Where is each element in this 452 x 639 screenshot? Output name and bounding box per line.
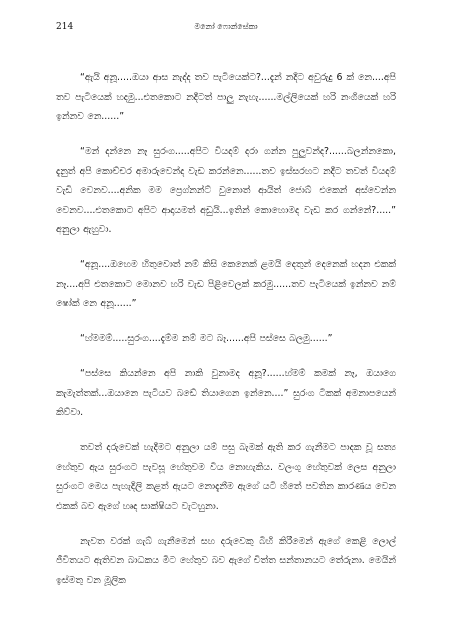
paragraph: “පස්සෙ කියන්නෙ අපි නාකි වුනාමද අනූ?......හ්මම් කමක් නෑ, ඔයාගෙ කැමැත්තක්...ඔයානෙ පැටියව බඩේ තියාගෙන ඉන්නෙ....” සුරංග ටිකක් අමනාපයෙන් කිව්වා.: [56, 368, 396, 418]
paragraph: “හ්මමම්.....සුරංග....දැම්ම නම් මට බෑ......අපි පස්සෙ බලමු......”: [80, 333, 333, 344]
page-number: 214: [56, 22, 74, 32]
running-title: මනෝ ෆොන්සේකා: [194, 22, 258, 31]
paragraph: නැවත වරක් ගැබ් ගැනීමෙන් සහ දරුවෙකු බිහි කිරීමෙන් ඇගේ කෙළි ලොල් ජීවිතයට ඇතිවන බාධකය මීට හේතුව බව ඇගේ චිත්ත සන්තානයට තේරුනා. මෙයින් ඉස්මතු වන මූලික: [56, 535, 396, 586]
paragraph: “මන් දන්නෙ නෑ සුරංග.....අපිට වියදම් දරා ගන්න පුලුවන්ද?......බලන්නකො, දැනුත් අපි කොච්චර අමාරුවෙන්ද වැඩ කරන්නෙ......තව ඉස්සරහට නදීට තවත් වියදම් වැඩි වෙනව....අනික මම ප්‍රෙග්නන්ට් වුනොත් ආයිත් ජොබ් එකෙන් අස්වෙන්න වෙනව....එතකොට අපිට ආදායමත් අඩුයි...ඉතින් කොහොමද වැඩ කර ගන්නේ?.....” අනුලා ඇහුවා.: [56, 146, 396, 235]
body-text: [56, 68, 396, 606]
paragraph: “අනූ....ඔහෙම හිතුවොත් නම් කිසි කෙනෙක් ළමයි දෙතුන් දෙනෙක් හදන එකක් නෑ....අපි එතකොට මොනව හරි වැඩ පිළිවෙලක් කරමු......තව පැටියෙක් ඉන්නව නම් ෂෝක් නෙ අනූ......”: [56, 259, 396, 309]
paragraph: තවත් දරුවෙක් හැදීමට අනුලා යම් පසු බැමක් ඇති කර ගැනීමට පාදක වූ සත්‍ය හේතුව ඇය සුරංගට පැවසූ හේතුවම විය නොහැකිය. වලංගු හේතුවක් ලෙස අනුලා සුරංගට මෙය පැහැදිලි කළත් ඇයට නොදැනීම ඇගේ යටි හිතේ පවතින කාරණය වෙන එකක් බව ඇගේ හෘද සාක්ෂියට වැටහුනා.: [56, 442, 396, 512]
page-header: [56, 22, 396, 36]
paragraph: “ඇයි අනූ.....ඔයා ආස නැද්ද තව පැටියෙක්ට?...දැන් නදීට අවුරුදු 6 ක් නෙ....අපි තව පැටියෙක් හදමු...එතකොට නදීටත් පාලු නැහැ......මල්ලියෙක් හරි නංගියෙක් හරි ඉන්නව නෙ......”: [56, 72, 396, 122]
